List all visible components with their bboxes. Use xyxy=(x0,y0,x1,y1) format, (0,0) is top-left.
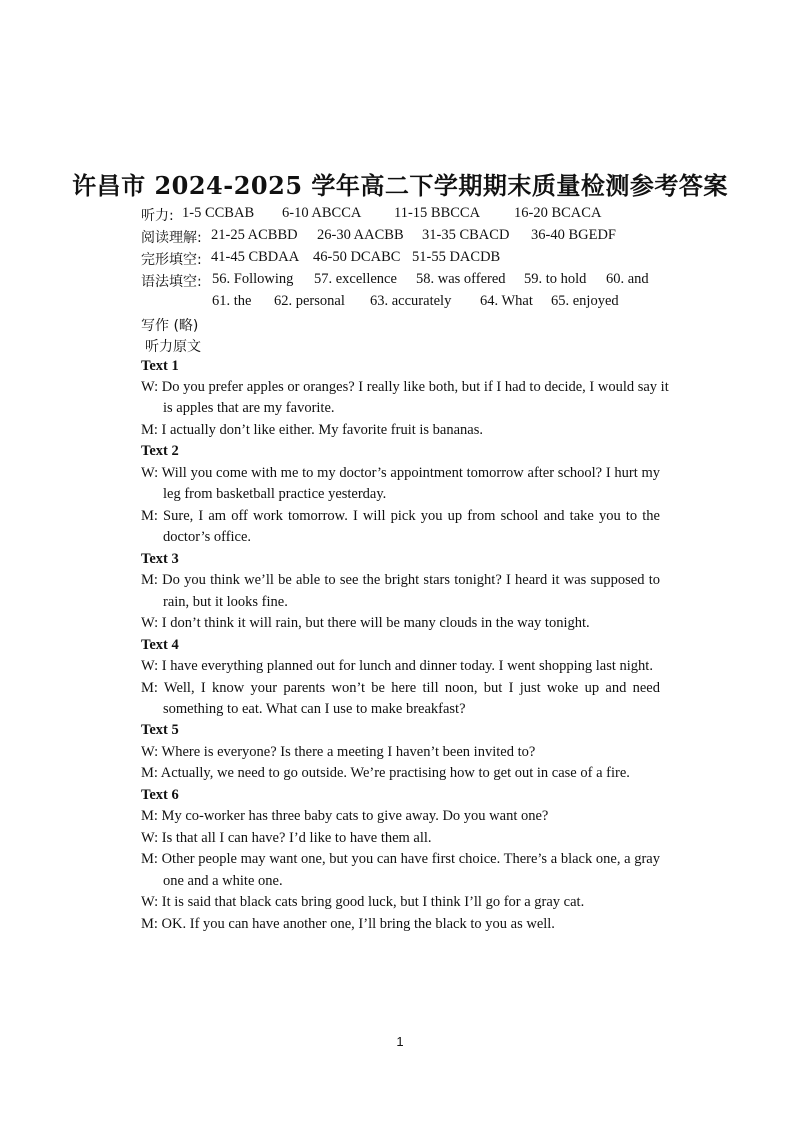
answer-group: 36-40 BGEDF xyxy=(531,227,616,243)
dialogue-line: M: Actually, we need to go outside. We’re practising how to get out in case of a fire. xyxy=(141,765,630,781)
text-heading: Text 4 xyxy=(141,637,179,653)
answers-label: 完形填空: xyxy=(141,252,202,268)
dialogue-line: W: I don’t think it will rain, but there will be many clouds in the way tonight. xyxy=(141,615,590,631)
dialogue-line: W: It is said that black cats bring good luck, but I think I’ll go for a gray cat. xyxy=(141,894,585,910)
answer-item: 65. enjoyed xyxy=(551,293,619,309)
answer-item: 58. was offered xyxy=(416,271,506,287)
dialogue-line: something to eat. What can I use to make breakfast? xyxy=(163,701,466,717)
page-title: 许昌市 2024-2025 学年高二下学期期末质量检测参考答案 xyxy=(72,171,728,200)
answer-group: 16-20 BCACA xyxy=(514,205,602,221)
answers-label: 语法填空: xyxy=(141,274,202,290)
answer-group: 11-15 BBCCA xyxy=(394,205,481,221)
dialogue-line: M: I actually don’t like either. My favorite fruit is bananas. xyxy=(141,422,484,438)
dialogue-line: W: Where is everyone? Is there a meeting I haven’t been invited to? xyxy=(141,744,536,760)
dialogue-line: leg from basketball practice yesterday. xyxy=(163,486,387,502)
answer-item: 64. What xyxy=(480,293,533,309)
answers-grammar-row xyxy=(141,271,661,293)
dialogue-line: M: Do you think we’ll be able to see the bright stars tonight? I heard it was supposed to xyxy=(141,572,660,588)
text-heading: Text 3 xyxy=(141,551,179,567)
answer-item: 57. excellence xyxy=(314,271,397,287)
answer-group: 41-45 CBDAA xyxy=(211,249,300,265)
dialogue-line: W: Is that all I can have? I’d like to have them all. xyxy=(141,830,432,846)
answer-group: 26-30 AACBB xyxy=(317,227,404,243)
answer-group: 1-5 CCBAB xyxy=(182,205,255,221)
transcript-heading: 听力原文 xyxy=(145,339,201,355)
dialogue-line: W: Will you come with me to my doctor’s appointment tomorrow after school? I hurt my xyxy=(141,465,660,481)
dialogue-line: M: My co-worker has three baby cats to give away. Do you want one? xyxy=(141,808,549,824)
text-heading: Text 6 xyxy=(141,787,179,803)
writing-note: 写作 (略) xyxy=(141,318,199,334)
answer-group: 46-50 DCABC xyxy=(313,249,401,265)
dialogue-line: W: I have everything planned out for lunch and dinner today. I went shopping last night. xyxy=(141,658,653,674)
answer-group: 6-10 ABCCA xyxy=(282,205,362,221)
answer-item: 56. Following xyxy=(212,271,294,287)
answer-item: 60. and xyxy=(606,271,649,287)
answers-label: 阅读理解: xyxy=(141,230,202,246)
answers-grammar-row-2 xyxy=(141,293,661,315)
answers-cloze-row xyxy=(141,249,661,271)
answer-item: 61. the xyxy=(212,293,252,309)
answers-reading-row xyxy=(141,227,661,249)
text-heading: Text 1 xyxy=(141,358,179,374)
page-number: 1 xyxy=(396,1034,404,1049)
answer-item: 62. personal xyxy=(274,293,345,309)
dialogue-line: M: Well, I know your parents won’t be here till noon, but I just woke up and need xyxy=(141,680,660,696)
dialogue-line: is apples that are my favorite. xyxy=(163,400,335,416)
text-heading: Text 2 xyxy=(141,443,179,459)
answers-label: 听力: xyxy=(141,208,174,224)
answer-group: 51-55 DACDB xyxy=(412,249,501,265)
text-heading: Text 5 xyxy=(141,722,179,738)
dialogue-line: doctor’s office. xyxy=(163,529,252,545)
answer-item: 59. to hold xyxy=(524,271,587,287)
dialogue-line: one and a white one. xyxy=(163,873,283,889)
dialogue-line: M: Sure, I am off work tomorrow. I will pick you up from school and take you to the xyxy=(141,508,660,524)
answer-group: 31-35 CBACD xyxy=(422,227,510,243)
dialogue-line: M: Other people may want one, but you can have first choice. There’s a black one, a gray xyxy=(141,851,660,867)
answer-item: 63. accurately xyxy=(370,293,452,309)
dialogue-line: rain, but it looks fine. xyxy=(163,594,288,610)
dialogue-line: M: OK. If you can have another one, I’ll bring the black to you as well. xyxy=(141,916,555,932)
answer-group: 21-25 ACBBD xyxy=(211,227,298,243)
dialogue-line: W: Do you prefer apples or oranges? I really like both, but if I had to decide, I would say it xyxy=(141,379,669,395)
answers-listening-row xyxy=(141,205,661,227)
